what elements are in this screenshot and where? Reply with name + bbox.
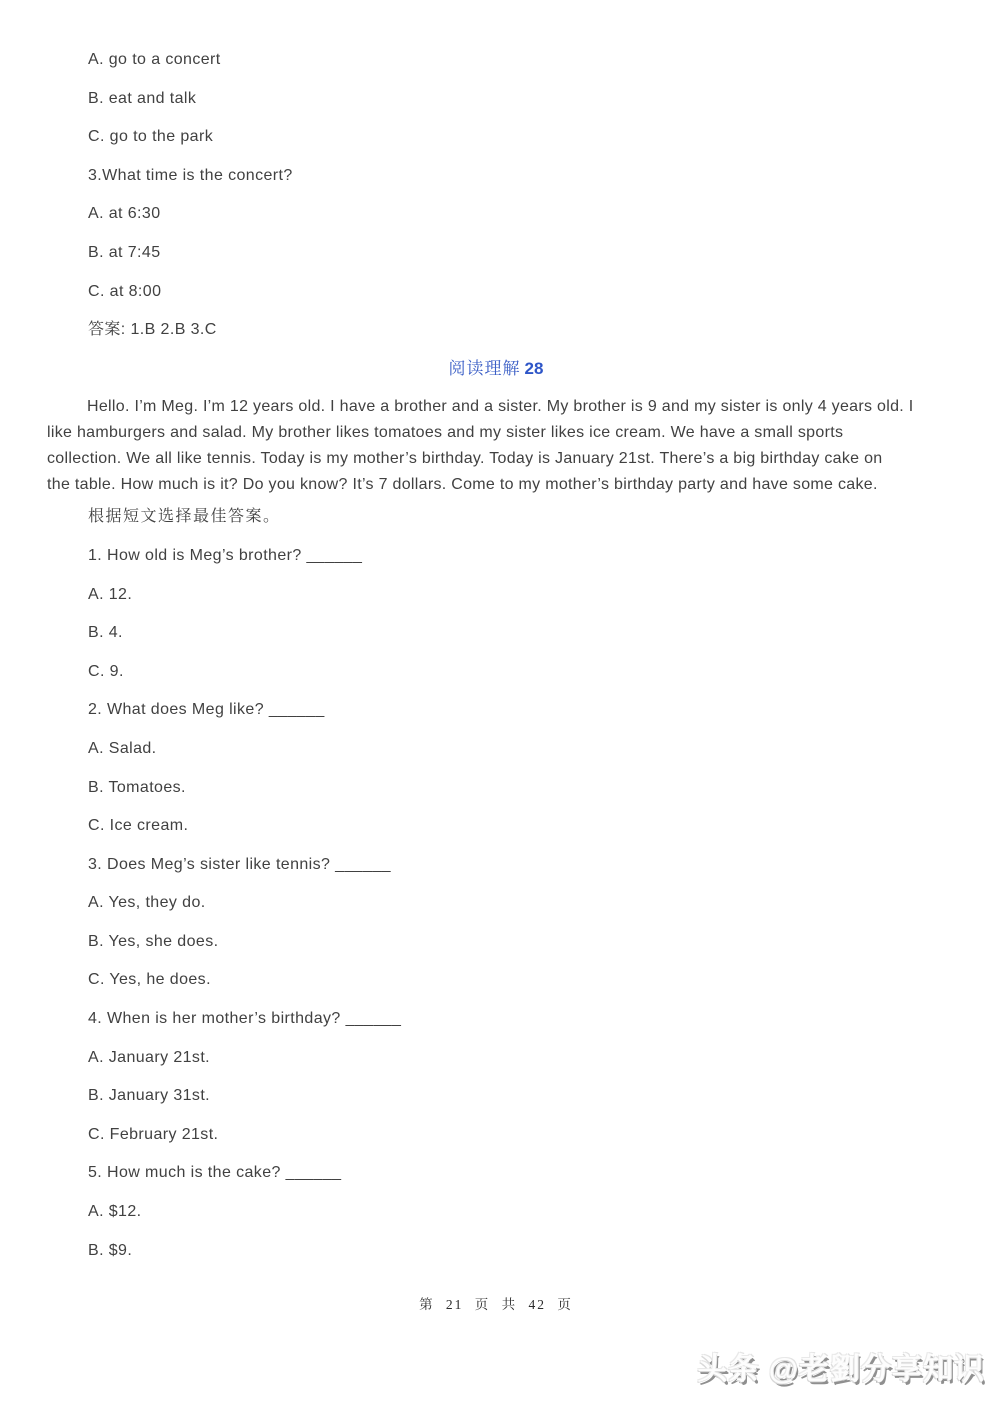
question-line: 5. How much is the cake? ______ (88, 1164, 342, 1182)
option-line: C. at 8:00 (88, 282, 162, 300)
option-line: B. Yes, she does. (88, 932, 219, 950)
page-number-footer: 第 21 页 共 42 页 (419, 1297, 573, 1313)
option-line: C. 9. (88, 662, 124, 680)
option-line: A. Yes, they do. (88, 894, 206, 912)
previous-exercise-block (88, 0, 992, 350)
section-heading-number: 28 (524, 358, 544, 378)
option-line: A. at 6:30 (88, 205, 161, 223)
question-line: 1. How old is Meg’s brother? ______ (88, 546, 363, 564)
toutiao-watermark: 头条 @老劉分享知识 (697, 1353, 985, 1386)
passage-line: collection. We all like tennis. Today is my mother’s birthday. Today is January 21st. There’s a big birthday cake on (47, 450, 883, 468)
option-line: C. go to the park (88, 128, 214, 146)
question-line: 4. When is her mother’s birthday? ______ (88, 1010, 402, 1028)
option-line: A. 12. (88, 585, 133, 603)
question-line: 2. What does Meg like? ______ (88, 701, 325, 719)
option-line: A. $12. (88, 1203, 142, 1221)
option-line: A. Salad. (88, 739, 157, 757)
option-line: B. eat and talk (88, 89, 197, 107)
option-line: A. go to a concert (88, 51, 221, 68)
option-line: A. January 21st. (88, 1048, 211, 1066)
option-line: B. 4. (88, 624, 123, 642)
passage-line: Hello. I’m Meg. I’m 12 years old. I have a brother and a sister. My brother is 9 and my sister is only 4 years old. I (87, 398, 914, 416)
reading-passage (47, 394, 982, 498)
option-line: B. at 7:45 (88, 243, 161, 261)
question-line: 3. Does Meg’s sister like tennis? ______ (88, 855, 391, 873)
option-line: B. January 31st. (88, 1087, 211, 1105)
passage-line: like hamburgers and salad. My brother likes tomatoes and my sister likes ice cream. We have a small sports (47, 424, 844, 442)
passage-line: the table. How much is it? Do you know? It’s 7 dollars. Come to my mother’s birthday party and have some cake. (47, 476, 878, 494)
option-line: B. Tomatoes. (88, 778, 186, 796)
quiz-instruction: 根据短文选择最佳答案。 (88, 508, 281, 526)
option-line: B. $9. (88, 1241, 133, 1259)
question-line: 3.What time is the concert? (88, 166, 293, 184)
option-line: C. Ice cream. (88, 817, 189, 835)
option-line: C. Yes, he does. (88, 971, 211, 989)
option-line: C. February 21st. (88, 1125, 219, 1143)
quiz-block (88, 498, 992, 1270)
answer-key-line: 答案: 1.B 2.B 3.C (88, 321, 217, 339)
section-heading-title: 阅读理解 (448, 358, 521, 378)
section-heading (0, 350, 992, 389)
